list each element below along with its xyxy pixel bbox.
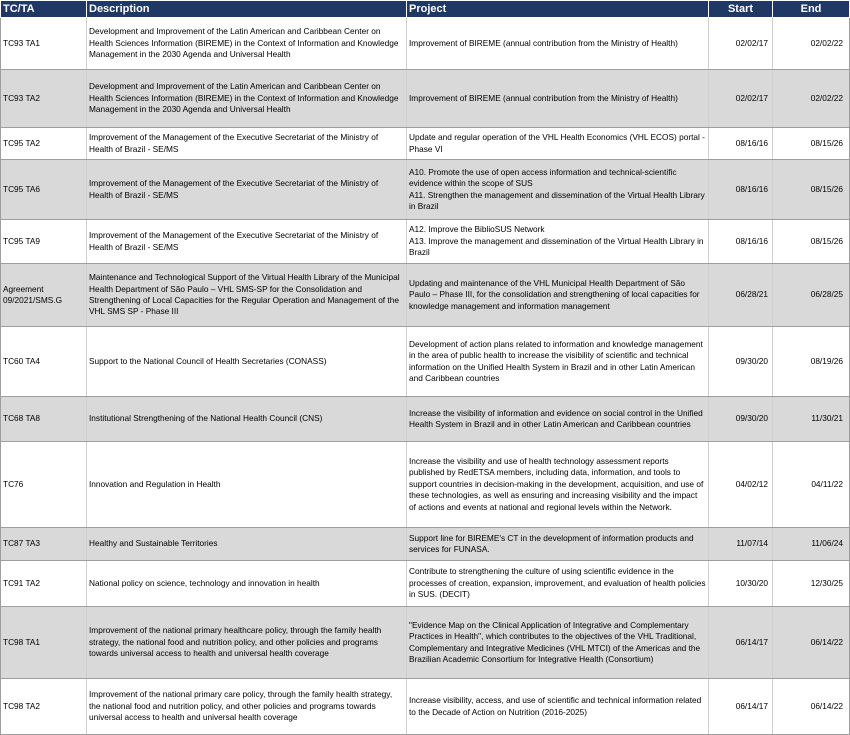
cell-end: 11/30/21 <box>773 397 850 442</box>
cell-tc-ta: TC93 TA2 <box>1 70 87 128</box>
cell-project: Updating and maintenance of the VHL Municipal Health Department of São Paulo – Phase III, for the consolidation and strengthening of local capacities for knowledge management and information management <box>407 264 709 327</box>
cell-end: 04/11/22 <box>773 442 850 528</box>
cell-description: Improvement of the Management of the Executive Secretariat of the Ministry of Health of Brazil - SE/MS <box>87 128 407 160</box>
table-row <box>1 679 850 735</box>
cell-description: Improvement of the Management of the Executive Secretariat of the Ministry of Health of Brazil - SE/MS <box>87 220 407 264</box>
table-row <box>1 160 850 220</box>
cell-project: Contribute to strengthening the culture of using scientific evidence in the processes of creation, expansion, improvement, and evaluation of health policies in SUS. (DECIT) <box>407 561 709 607</box>
cell-end: 06/28/25 <box>773 264 850 327</box>
cell-project: Update and regular operation of the VHL Health Economics (VHL ECOS) portal - Phase VI <box>407 128 709 160</box>
table-row <box>1 442 850 528</box>
cell-start: 08/16/16 <box>709 220 773 264</box>
cell-project: "Evidence Map on the Clinical Application of Integrative and Complementary Practices in Health", which contributes to the objectives of the VHL Traditional, Complementary and Integrative Medicines (VHL MTCI) of the Americas and the Brazilian Academic Consortium for Integrative Health (Consortium) <box>407 607 709 679</box>
cell-project: Development of action plans related to information and knowledge management in the area of public health to increase the visibility of scientific and technical information on the Unified Health System in Brazil and in other Latin American and Caribbean countries <box>407 327 709 397</box>
cell-end: 08/15/26 <box>773 220 850 264</box>
cell-project: Increase the visibility and use of health technology assessment reports published by RedETSA members, including data, information, and tools to support countries in decision-making in the development, acquisition, and use of these technologies, as well as ensuring and increasing visibility and the impact of actions and events at national and regional levels within the Network. <box>407 442 709 528</box>
cell-tc-ta: TC98 TA1 <box>1 607 87 679</box>
header-description: Description <box>87 1 407 18</box>
header-project: Project <box>407 1 709 18</box>
cell-project: Improvement of BIREME (annual contribution from the Ministry of Health) <box>407 18 709 70</box>
cell-tc-ta: TC95 TA6 <box>1 160 87 220</box>
header-tc-ta: TC/TA <box>1 1 87 18</box>
table-row <box>1 561 850 607</box>
cell-end: 12/30/25 <box>773 561 850 607</box>
table-row <box>1 264 850 327</box>
cell-start: 11/07/14 <box>709 528 773 561</box>
cell-project: Improvement of BIREME (annual contribution from the Ministry of Health) <box>407 70 709 128</box>
cell-description: Improvement of the Management of the Executive Secretariat of the Ministry of Health of Brazil - SE/MS <box>87 160 407 220</box>
cell-tc-ta: TC60 TA4 <box>1 327 87 397</box>
cell-end: 02/02/22 <box>773 70 850 128</box>
table-row <box>1 128 850 160</box>
cell-end: 06/14/22 <box>773 607 850 679</box>
table-header-row <box>1 1 850 18</box>
table-row <box>1 70 850 128</box>
cell-end: 08/19/26 <box>773 327 850 397</box>
cell-end: 08/15/26 <box>773 128 850 160</box>
cell-tc-ta: TC95 TA2 <box>1 128 87 160</box>
table-row <box>1 327 850 397</box>
cell-start: 08/16/16 <box>709 128 773 160</box>
cell-end: 06/14/22 <box>773 679 850 735</box>
cell-start: 09/30/20 <box>709 327 773 397</box>
cell-start: 09/30/20 <box>709 397 773 442</box>
cell-start: 06/14/17 <box>709 607 773 679</box>
cell-tc-ta: TC68 TA8 <box>1 397 87 442</box>
table-row <box>1 528 850 561</box>
cell-start: 10/30/20 <box>709 561 773 607</box>
cell-project: Support line for BIREME's CT in the development of information products and services for FUNASA. <box>407 528 709 561</box>
header-end: End <box>773 1 850 18</box>
cell-start: 02/02/17 <box>709 18 773 70</box>
cell-description: Development and Improvement of the Latin American and Caribbean Center on Health Sciences Information (BIREME) in the Context of Information and Knowledge Management in the 2030 Agenda and Universal Health <box>87 18 407 70</box>
table-row <box>1 397 850 442</box>
cell-description: Innovation and Regulation in Health <box>87 442 407 528</box>
cell-tc-ta: TC76 <box>1 442 87 528</box>
table-row <box>1 18 850 70</box>
cell-description: Improvement of the national primary healthcare policy, through the family health strategy, the national food and nutrition policy, and other policies and programs towards universal access to health and universal health coverage <box>87 607 407 679</box>
cell-project: Increase the visibility of information and evidence on social control in the Unified Health System in Brazil and in other Latin American and Caribbean countries <box>407 397 709 442</box>
table-row <box>1 220 850 264</box>
header-start: Start <box>709 1 773 18</box>
cell-start: 08/16/16 <box>709 160 773 220</box>
cell-end: 08/15/26 <box>773 160 850 220</box>
cell-start: 06/14/17 <box>709 679 773 735</box>
cell-tc-ta: TC87 TA3 <box>1 528 87 561</box>
cell-start: 06/28/21 <box>709 264 773 327</box>
cell-description: Support to the National Council of Health Secretaries (CONASS) <box>87 327 407 397</box>
cell-end: 02/02/22 <box>773 18 850 70</box>
cell-description: Healthy and Sustainable Territories <box>87 528 407 561</box>
cell-tc-ta: TC91 TA2 <box>1 561 87 607</box>
cell-description: Maintenance and Technological Support of the Virtual Health Library of the Municipal Health Department of São Paulo – VHL SMS-SP for the Consolidation and Strengthening of Local Capacities for the Regular Operation and Management of the VHL SMS SP - Phase III <box>87 264 407 327</box>
cell-project: A12. Improve the BiblioSUS Network A13. Improve the management and dissemination of the Virtual Health Library in Brazil <box>407 220 709 264</box>
cell-description: National policy on science, technology and innovation in health <box>87 561 407 607</box>
cell-description: Improvement of the national primary care policy, through the family health strategy, the national food and nutrition policy, and other policies and programs towards universal access to health and universal health coverage <box>87 679 407 735</box>
cell-tc-ta: TC98 TA2 <box>1 679 87 735</box>
cell-project: Increase visibility, access, and use of scientific and technical information related to the Decade of Action on Nutrition (2016-2025) <box>407 679 709 735</box>
cell-description: Institutional Strengthening of the National Health Council (CNS) <box>87 397 407 442</box>
cell-start: 02/02/17 <box>709 70 773 128</box>
cell-project: A10. Promote the use of open access information and technical-scientific evidence within the scope of SUS A11. Strengthen the management and dissemination of the Virtual Health Library in Brazil <box>407 160 709 220</box>
table-row <box>1 607 850 679</box>
cell-tc-ta: Agreement 09/2021/SMS.G <box>1 264 87 327</box>
cell-start: 04/02/12 <box>709 442 773 528</box>
cell-tc-ta: TC95 TA9 <box>1 220 87 264</box>
cell-end: 11/06/24 <box>773 528 850 561</box>
cell-description: Development and Improvement of the Latin American and Caribbean Center on Health Sciences Information (BIREME) in the Context of Information and Knowledge Management in the 2030 Agenda and Universal Health <box>87 70 407 128</box>
cell-tc-ta: TC93 TA1 <box>1 18 87 70</box>
